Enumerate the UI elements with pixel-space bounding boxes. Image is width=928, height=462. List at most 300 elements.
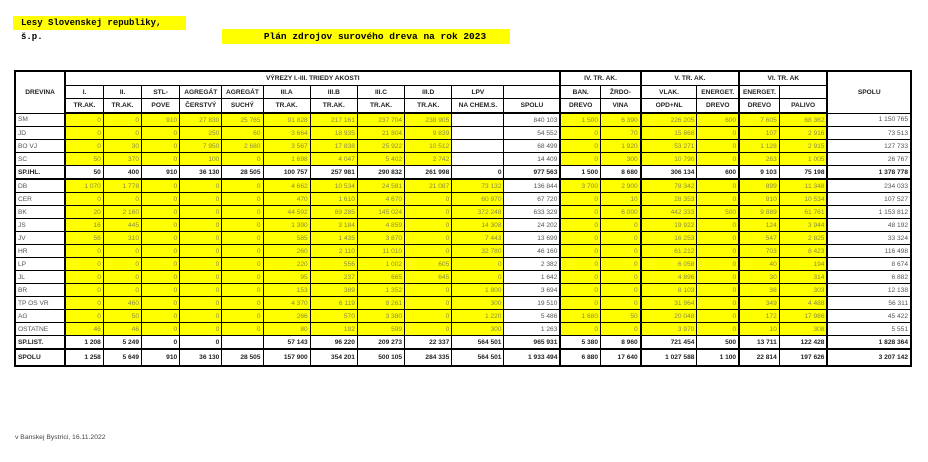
table-cell: 1 778: [103, 179, 141, 193]
column-header-bottom: SPOLU: [504, 99, 560, 114]
column-header-top: STL-: [142, 86, 180, 99]
table-cell: 78 342: [641, 179, 697, 193]
table-cell: 1 153 812: [827, 206, 911, 219]
table-cell: 0: [180, 310, 222, 323]
table-cell: 30: [739, 271, 779, 284]
table-cell: 389: [310, 284, 357, 297]
table-cell: 0: [560, 271, 600, 284]
column-header-top: III.B: [310, 86, 357, 99]
table-cell: 445: [103, 219, 141, 232]
table-cell: 56: [65, 232, 103, 245]
table-cell: 0: [222, 245, 263, 258]
table-cell: 0: [560, 258, 600, 271]
table-cell: 80: [263, 323, 310, 336]
table-cell: 0: [601, 271, 641, 284]
table-cell: 197 626: [779, 349, 827, 366]
table-cell: 0: [180, 258, 222, 271]
table-cell: 0: [65, 140, 103, 153]
table-cell: 370: [103, 153, 141, 166]
table-cell: 1 680: [560, 310, 600, 323]
table-cell: 50: [601, 310, 641, 323]
table-cell: 600: [697, 166, 739, 180]
column-header-bottom: TR.AK.: [103, 99, 141, 114]
column-header-bottom: VINA: [601, 99, 641, 114]
table-cell: 95: [263, 271, 310, 284]
table-cell: 45 422: [827, 310, 911, 323]
table-cell: 0: [222, 193, 263, 206]
column-header-bottom: TR.AK.: [310, 99, 357, 114]
table-cell: 5 249: [103, 336, 141, 350]
table-cell: 0: [405, 284, 452, 297]
species-name: JD: [15, 127, 65, 140]
table-cell: 910: [142, 113, 180, 127]
table-cell: 910: [142, 349, 180, 366]
table-cell: 599: [357, 323, 404, 336]
table-cell: 0: [697, 271, 739, 284]
table-cell: 0: [697, 323, 739, 336]
table-cell: 1 002: [357, 258, 404, 271]
table-cell: 260: [263, 245, 310, 258]
table-cell: 0: [697, 297, 739, 310]
table-cell: 703: [739, 245, 779, 258]
table-cell: 266: [263, 310, 310, 323]
table-cell: 0: [405, 297, 452, 310]
table-cell: 1 128: [739, 140, 779, 153]
table-cell: 0: [222, 179, 263, 193]
organization-label: Lesy Slovenskej republiky, š.p.: [13, 16, 186, 30]
table-cell: 3 664: [263, 127, 310, 140]
table-cell: 40: [739, 258, 779, 271]
table-cell: 0: [405, 206, 452, 219]
table-cell: 564 501: [452, 336, 504, 350]
table-cell: 36 130: [180, 166, 222, 180]
table-cell: 7 950: [180, 140, 222, 153]
column-header-bottom: TR.AK.: [357, 99, 404, 114]
species-name: DB: [15, 179, 65, 193]
table-cell: 17 640: [601, 349, 641, 366]
table-cell: 30: [103, 140, 141, 153]
table-cell: 0: [142, 179, 180, 193]
table-cell: 0: [560, 140, 600, 153]
table-cell: 1 698: [263, 153, 310, 166]
table-cell: 60 970: [452, 193, 504, 206]
table-cell: 6 119: [310, 297, 357, 310]
table-cell: 0: [452, 258, 504, 271]
table-cell: 217 161: [310, 113, 357, 127]
column-header-top: BAN.: [560, 86, 600, 99]
table-cell: 721 454: [641, 336, 697, 350]
table-cell: 400: [103, 166, 141, 180]
table-cell: 0: [601, 219, 641, 232]
table-row: [15, 140, 911, 153]
table-cell: 157 900: [263, 349, 310, 366]
column-header-top: II.: [103, 86, 141, 99]
table-cell: 500: [697, 336, 739, 350]
table-cell: 69 285: [310, 206, 357, 219]
table-cell: 24 202: [504, 219, 560, 232]
table-cell: 1 500: [560, 166, 600, 180]
table-cell: 0: [222, 323, 263, 336]
table-cell: 44 592: [263, 206, 310, 219]
table-cell: 68 362: [779, 113, 827, 127]
table-cell: 24 581: [357, 179, 404, 193]
table-cell: 16: [65, 219, 103, 232]
table-cell: 0: [697, 127, 739, 140]
table-cell: 19 510: [504, 297, 560, 310]
table-cell: 470: [263, 193, 310, 206]
table-cell: 73 513: [827, 127, 911, 140]
table-cell: 16 253: [641, 232, 697, 245]
table-cell: 4 896: [641, 271, 697, 284]
column-header-top: ENERGET.: [739, 86, 779, 99]
table-cell: 372 248: [452, 206, 504, 219]
table-cell: 257 981: [310, 166, 357, 180]
column-header-top: LPV: [452, 86, 504, 99]
table-cell: 3 870: [357, 232, 404, 245]
column-header-bottom: TR.AK.: [65, 99, 103, 114]
table-cell: 5 402: [357, 153, 404, 166]
table-cell: 15 868: [641, 127, 697, 140]
species-name: LP: [15, 258, 65, 271]
table-cell: 0: [601, 297, 641, 310]
table-cell: 100 757: [263, 166, 310, 180]
table-cell: 0: [560, 297, 600, 310]
table-cell: 0: [697, 219, 739, 232]
table-cell: 0: [405, 310, 452, 323]
table-cell: 21 804: [357, 127, 404, 140]
species-name: AG: [15, 310, 65, 323]
table-cell: 500 105: [357, 349, 404, 366]
column-header-bottom: TR.AK.: [263, 99, 310, 114]
table-cell: 28 505: [222, 166, 263, 180]
place-date: v Banskej Bystrici, 16.11.2022: [15, 434, 106, 441]
header-group-vyrezy: VÝREZY I.-III. TRIEDY AKOSTI: [65, 71, 560, 86]
table-cell: 0: [65, 193, 103, 206]
table-cell: 0: [560, 232, 600, 245]
table-cell: 234 033: [827, 179, 911, 193]
table-cell: 7 443: [452, 232, 504, 245]
table-cell: 899: [739, 179, 779, 193]
table-row: [15, 232, 911, 245]
table-cell: 5 551: [827, 323, 911, 336]
table-cell: 61 761: [779, 206, 827, 219]
table-cell: 0: [142, 323, 180, 336]
table-cell: 38: [739, 284, 779, 297]
table-cell: 0: [697, 140, 739, 153]
table-cell: 127 733: [827, 140, 911, 153]
table-cell: 0: [142, 232, 180, 245]
table-cell: 75 198: [779, 166, 827, 180]
table-cell: 2 915: [779, 140, 827, 153]
column-header-top: ŽRDO-: [601, 86, 641, 99]
table-cell: 50: [65, 166, 103, 180]
column-header-top: VLAK.: [641, 86, 697, 99]
table-cell: 0: [452, 271, 504, 284]
table-cell: 46: [65, 323, 103, 336]
table-cell: 107: [739, 127, 779, 140]
table-cell: 0: [560, 284, 600, 297]
table-cell: 28 353: [641, 193, 697, 206]
table-cell: 46: [103, 323, 141, 336]
subtotal-row: [15, 336, 911, 350]
table-cell: 250: [180, 127, 222, 140]
table-cell: 19 922: [641, 219, 697, 232]
table-cell: 27 830: [180, 113, 222, 127]
column-header-bottom: PALIVO: [779, 99, 827, 114]
table-cell: 8 674: [827, 258, 911, 271]
table-cell: 0: [142, 153, 180, 166]
table-cell: 1 920: [601, 140, 641, 153]
header-group-v: V. TR. AK.: [641, 71, 739, 86]
table-cell: 194: [779, 258, 827, 271]
species-name: JL: [15, 271, 65, 284]
species-name: SM: [15, 113, 65, 127]
column-header-top: AGREGÁT: [180, 86, 222, 99]
table-cell: 3 207 142: [827, 349, 911, 366]
table-cell: 26 767: [827, 153, 911, 166]
header-group-vi: VI. TR. AK: [739, 71, 827, 86]
table-cell: 20 048: [641, 310, 697, 323]
table-cell: 91 828: [263, 113, 310, 127]
table-cell: 0: [697, 284, 739, 297]
table-cell: 238 905: [405, 113, 452, 127]
column-header-bottom: DREVO: [739, 99, 779, 114]
table-cell: 11 010: [357, 245, 404, 258]
table-cell: 1 642: [504, 271, 560, 284]
table-cell: 306 134: [641, 166, 697, 180]
table-cell: 25 922: [357, 140, 404, 153]
table-cell: 14 308: [452, 219, 504, 232]
table-cell: 0: [142, 219, 180, 232]
table-cell: 0: [180, 336, 222, 350]
table-cell: 0: [601, 232, 641, 245]
table-cell: 6 058: [641, 258, 697, 271]
table-row: [15, 113, 911, 127]
table-cell: 220: [263, 258, 310, 271]
table-cell: 0: [222, 284, 263, 297]
table-cell: 314: [779, 271, 827, 284]
table-cell: 0: [65, 284, 103, 297]
table-cell: 21 087: [405, 179, 452, 193]
table-cell: 56 311: [827, 297, 911, 310]
table-cell: 2 742: [405, 153, 452, 166]
table-cell: 0: [560, 153, 600, 166]
table-cell: 70: [601, 127, 641, 140]
table-cell: 645: [405, 271, 452, 284]
table-cell: [222, 336, 263, 350]
table-cell: 0: [180, 219, 222, 232]
table-cell: 0: [601, 323, 641, 336]
table-cell: 11 348: [779, 179, 827, 193]
subtotal-row: [15, 166, 911, 180]
table-cell: 3 184: [310, 219, 357, 232]
table-cell: 0: [697, 232, 739, 245]
column-header-bottom: OPD+NL: [641, 99, 697, 114]
species-name: JS: [15, 219, 65, 232]
table-cell: 18 935: [310, 127, 357, 140]
table-cell: 1 027 588: [641, 349, 697, 366]
table-cell: 300: [601, 153, 641, 166]
column-header-top: III.C: [357, 86, 404, 99]
column-header-bottom: NA CHEM.S.: [452, 99, 504, 114]
table-cell: 17 986: [779, 310, 827, 323]
table-cell: 605: [405, 258, 452, 271]
table-cell: 0: [142, 245, 180, 258]
table-cell: 53 271: [641, 140, 697, 153]
table-cell: 0: [222, 310, 263, 323]
header-spolu: SPOLU: [827, 71, 911, 113]
table-row: [15, 206, 911, 219]
species-name: TP OS VR: [15, 297, 65, 310]
table-cell: 60: [222, 127, 263, 140]
table-cell: 57 143: [263, 336, 310, 350]
table-cell: 0: [697, 310, 739, 323]
table-cell: 1 390: [263, 219, 310, 232]
table-cell: 4 488: [779, 297, 827, 310]
table-cell: 2 900: [601, 179, 641, 193]
table-cell: 310: [103, 232, 141, 245]
table-cell: 22 814: [739, 349, 779, 366]
table-cell: 0: [222, 206, 263, 219]
species-name: CER: [15, 193, 65, 206]
table-cell: 172: [739, 310, 779, 323]
table-cell: [452, 140, 504, 153]
table-cell: 460: [103, 297, 141, 310]
table-cell: 665: [357, 271, 404, 284]
table-cell: 28 505: [222, 349, 263, 366]
table-cell: 209 273: [357, 336, 404, 350]
table-cell: 46 160: [504, 245, 560, 258]
table-cell: 122 428: [779, 336, 827, 350]
table-cell: 36 130: [180, 349, 222, 366]
column-header-top: [779, 86, 827, 99]
table-cell: 910: [142, 166, 180, 180]
table-row: [15, 219, 911, 232]
table-cell: 0: [405, 232, 452, 245]
table-cell: 100: [180, 153, 222, 166]
table-row: [15, 323, 911, 336]
table-cell: 1 150 765: [827, 113, 911, 127]
table-cell: 2 110: [310, 245, 357, 258]
column-header-top: I.: [65, 86, 103, 99]
table-cell: 0: [452, 166, 504, 180]
table-row: [15, 179, 911, 193]
species-name: BO VJ: [15, 140, 65, 153]
table-cell: 10 534: [310, 179, 357, 193]
table-cell: 1 800: [452, 284, 504, 297]
table-cell: 54 552: [504, 127, 560, 140]
species-name: BK: [15, 206, 65, 219]
table-cell: 977 563: [504, 166, 560, 180]
table-cell: 0: [697, 193, 739, 206]
table-cell: 4 047: [310, 153, 357, 166]
table-cell: [452, 127, 504, 140]
table-cell: 263: [739, 153, 779, 166]
table-cell: 237 704: [357, 113, 404, 127]
table-cell: 1 258: [65, 349, 103, 366]
table-row: [15, 271, 911, 284]
table-cell: 10 534: [779, 193, 827, 206]
table-cell: 2 160: [103, 206, 141, 219]
column-header-top: ENERGET.: [697, 86, 739, 99]
table-row: [15, 284, 911, 297]
table-cell: 67 720: [504, 193, 560, 206]
table-cell: 33 324: [827, 232, 911, 245]
table-cell: 0: [601, 245, 641, 258]
species-name: BR: [15, 284, 65, 297]
table-cell: 0: [180, 297, 222, 310]
table-cell: 96 220: [310, 336, 357, 350]
table-cell: 48 192: [827, 219, 911, 232]
header-drevina: DREVINA: [15, 71, 65, 113]
table-cell: 308: [779, 323, 827, 336]
table-cell: 32 780: [452, 245, 504, 258]
table-cell: 4 670: [357, 193, 404, 206]
species-name: SC: [15, 153, 65, 166]
column-header-bottom: TR.AK.: [405, 99, 452, 114]
table-cell: 1 070: [65, 179, 103, 193]
table-cell: 1 005: [779, 153, 827, 166]
header-group-iv: IV. TR. AK.: [560, 71, 640, 86]
table-cell: 442 333: [641, 206, 697, 219]
column-header-bottom: ČERSTVÝ: [180, 99, 222, 114]
table-row: [15, 193, 911, 206]
table-cell: 0: [142, 127, 180, 140]
table-cell: 3 970: [641, 323, 697, 336]
table-cell: 0: [180, 271, 222, 284]
table-cell: 1 208: [65, 336, 103, 350]
table-cell: 0: [601, 258, 641, 271]
table-cell: 0: [180, 179, 222, 193]
table-cell: 965 931: [504, 336, 560, 350]
table-cell: 1 610: [310, 193, 357, 206]
table-cell: 300: [452, 297, 504, 310]
table-cell: 145 024: [357, 206, 404, 219]
table-cell: 116 498: [827, 245, 911, 258]
table-cell: 4 662: [263, 179, 310, 193]
table-cell: 0: [142, 140, 180, 153]
table-cell: 0: [405, 245, 452, 258]
table-cell: 0: [103, 127, 141, 140]
table-cell: 9 103: [739, 166, 779, 180]
table-row: [15, 245, 911, 258]
table-cell: 6 390: [601, 113, 641, 127]
table-cell: 0: [697, 245, 739, 258]
table-cell: 124: [739, 219, 779, 232]
table-cell: 1 933 494: [504, 349, 560, 366]
table-cell: 50: [103, 310, 141, 323]
species-name: SP.LIST.: [15, 336, 65, 350]
table-cell: 10 790: [641, 153, 697, 166]
table-cell: 0: [142, 284, 180, 297]
table-cell: 3 694: [504, 284, 560, 297]
table-cell: 349: [739, 297, 779, 310]
table-cell: [452, 113, 504, 127]
table-cell: 5 380: [560, 336, 600, 350]
table-row: [15, 153, 911, 166]
table-cell: 0: [65, 310, 103, 323]
table-cell: 0: [142, 336, 180, 350]
table-cell: 68 499: [504, 140, 560, 153]
table-cell: 0: [560, 245, 600, 258]
table-cell: 290 832: [357, 166, 404, 180]
table-cell: 0: [142, 193, 180, 206]
table-cell: 2 382: [504, 258, 560, 271]
table-cell: 0: [142, 258, 180, 271]
table-cell: 840 103: [504, 113, 560, 127]
column-header-top: III.A: [263, 86, 310, 99]
table-cell: 300: [452, 323, 504, 336]
